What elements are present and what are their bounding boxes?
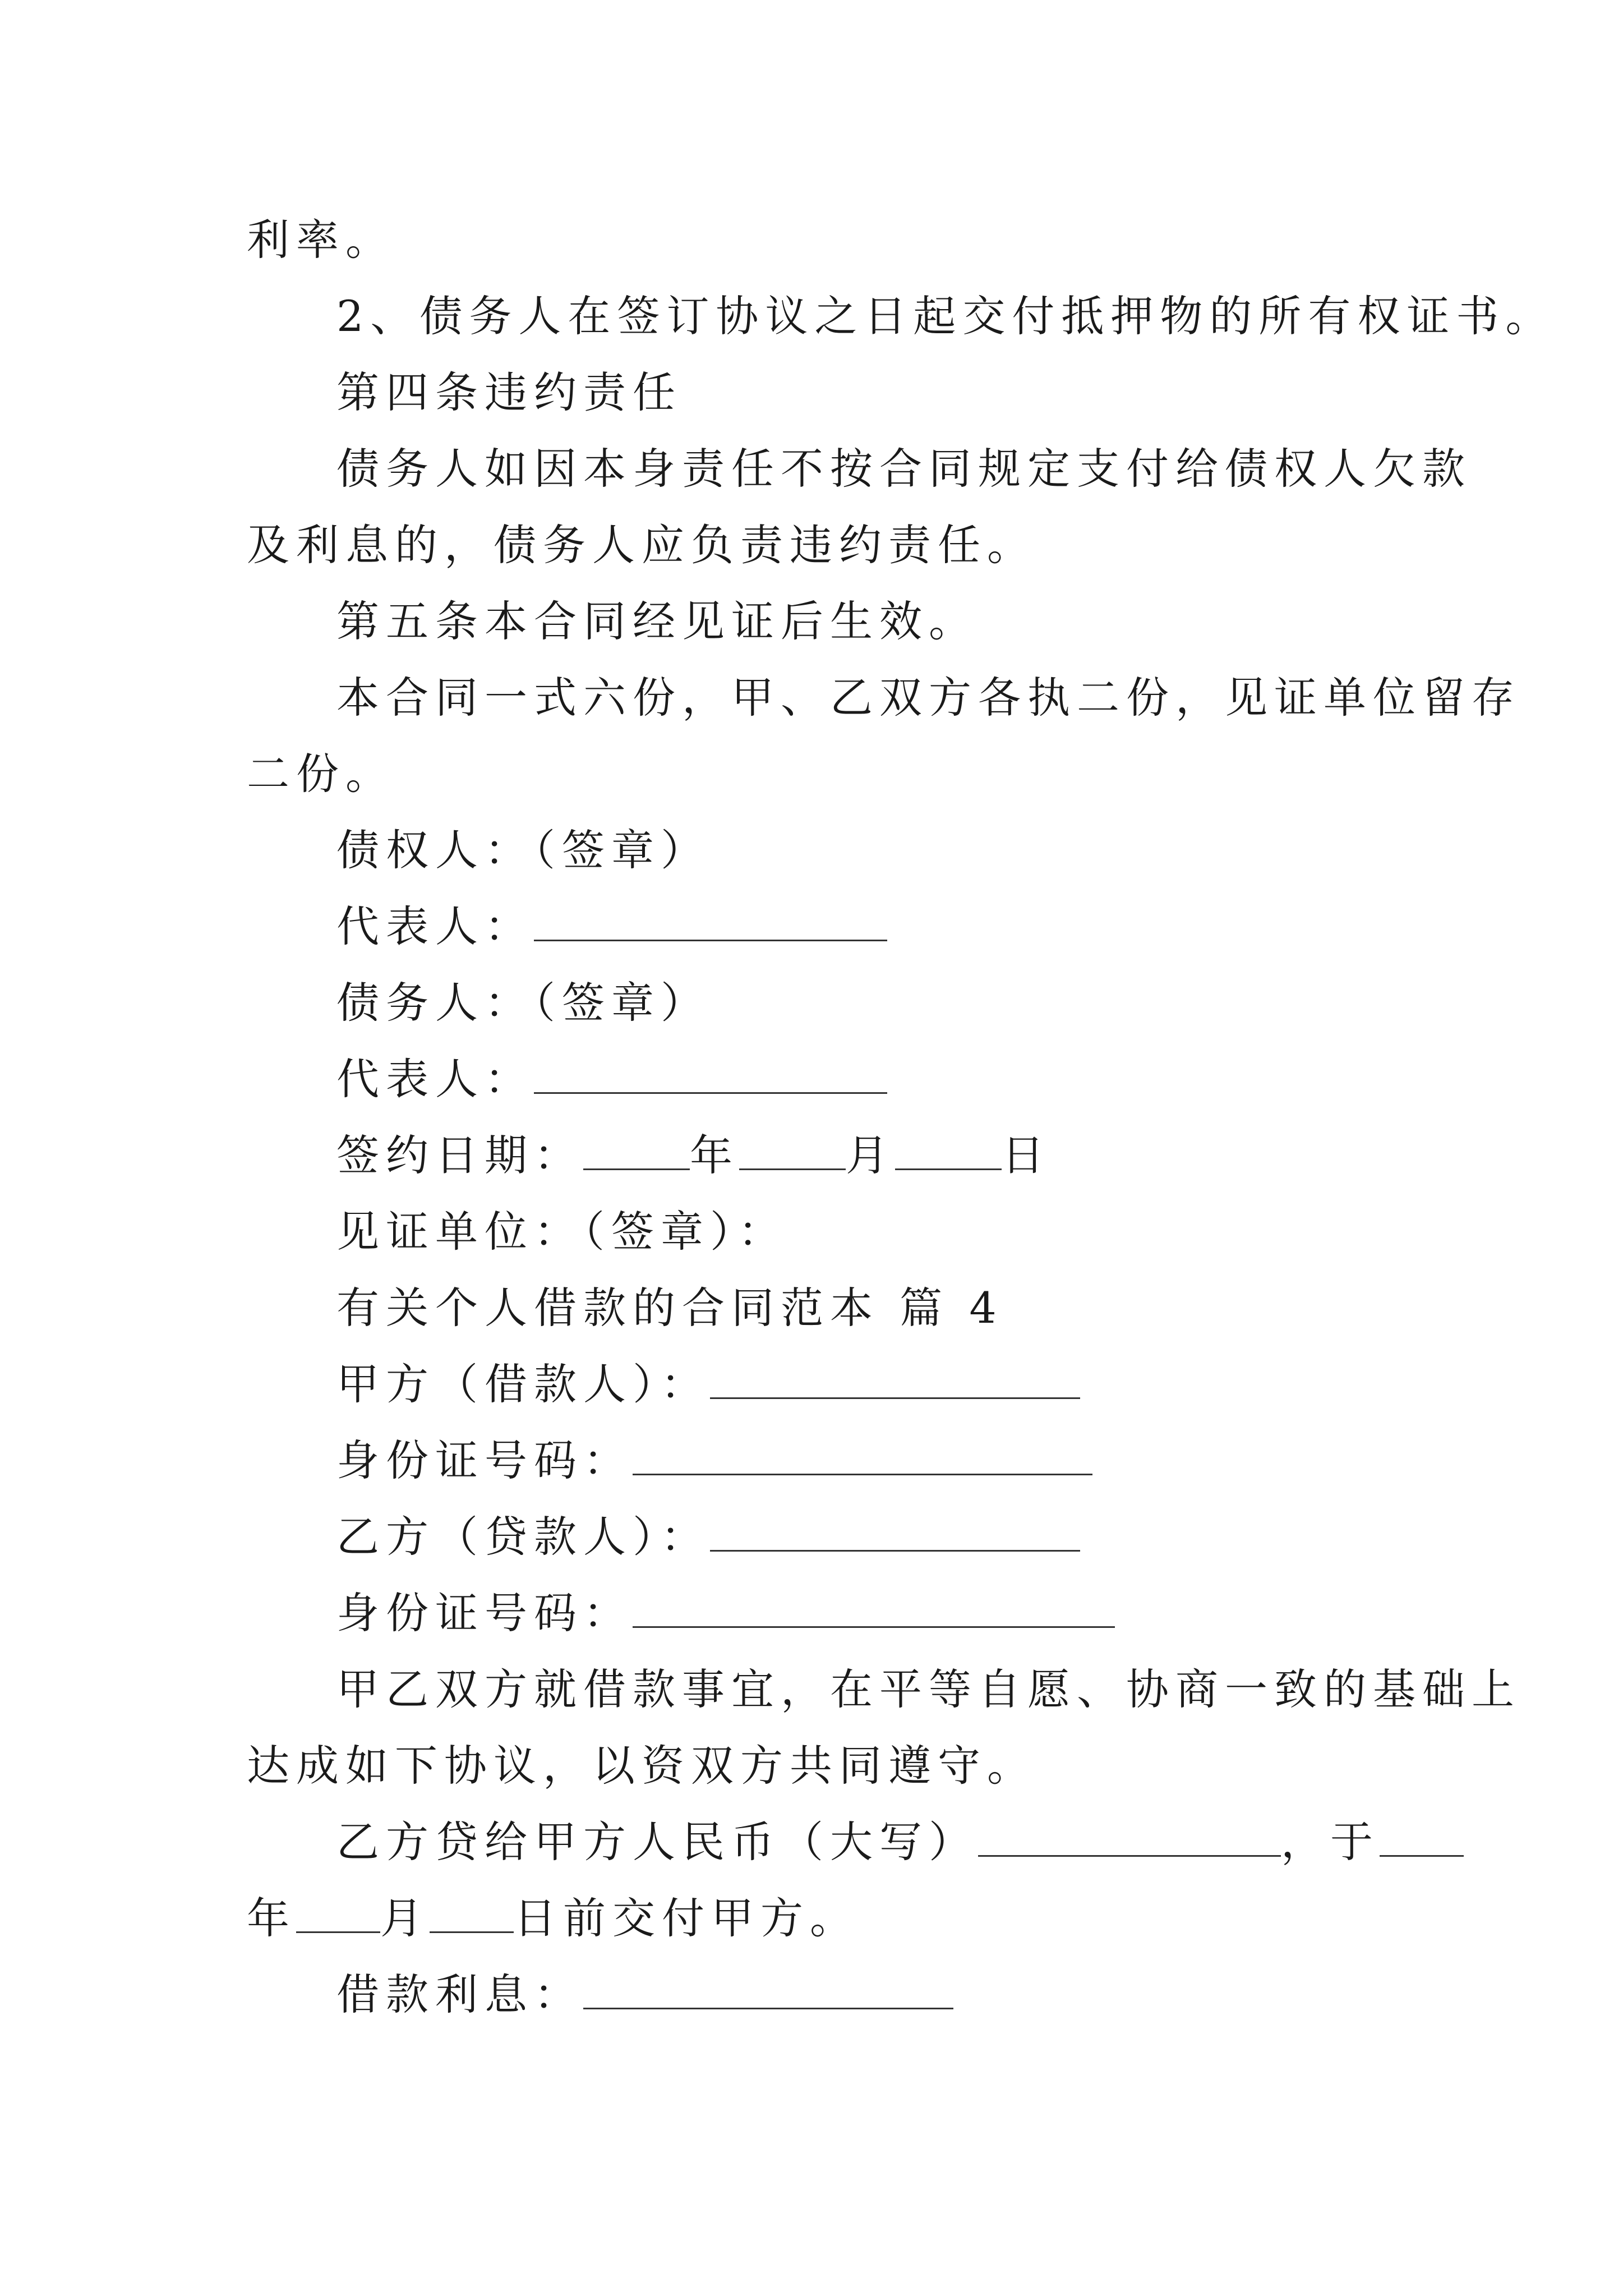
id-number-line: 身份证号码：	[336, 1433, 1092, 1489]
id-number-blank[interactable]	[633, 1439, 1092, 1475]
day-blank[interactable]	[895, 1134, 1002, 1170]
year-blank[interactable]	[583, 1134, 690, 1170]
creditor-representative-line: 代表人：	[336, 899, 887, 955]
representative-blank[interactable]	[534, 1057, 887, 1094]
debtor-representative-line: 代表人：	[336, 1051, 887, 1107]
loan-interest-line: 借款利息：	[336, 1967, 953, 2023]
section-title: 有关个人借款的合同范本 篇 4	[336, 1283, 1003, 1333]
representative-blank[interactable]	[534, 905, 887, 941]
id-number-blank[interactable]	[633, 1591, 1115, 1628]
party-b-line: 乙方（贷款人）：	[336, 1509, 1080, 1565]
section-heading: 第四条违约责任	[336, 367, 682, 417]
party-a-line: 甲方（借款人）：	[336, 1356, 1080, 1412]
text-line: 达成如下协议，以资双方共同遵守。	[247, 1741, 1036, 1791]
month-blank[interactable]	[296, 1897, 380, 1933]
text-line: 二份。	[247, 749, 395, 799]
party-a-blank[interactable]	[710, 1363, 1080, 1399]
interest-blank[interactable]	[583, 1973, 953, 2009]
loan-amount-line: 乙方贷给甲方人民币（大写） ，于	[336, 1814, 1464, 1870]
day-blank[interactable]	[430, 1897, 514, 1933]
text-line: 2、债务人在签订协议之日起交付抵押物的所有权证书。	[336, 291, 1555, 341]
witness-unit-line: 见证单位：（签章）：	[336, 1207, 787, 1257]
month-blank[interactable]	[739, 1134, 846, 1170]
text-line: 利率。	[247, 215, 395, 265]
creditor-signature-line: 债权人：（签章）	[336, 825, 710, 875]
text-line: 债务人如因本身责任不按合同规定支付给债权人欠款	[336, 444, 1472, 494]
section-heading: 第五条本合同经见证后生效。	[336, 596, 978, 646]
loan-date-line: 年 月 日前交付甲方。	[247, 1893, 859, 1943]
text-line: 及利息的，债务人应负责违约责任。	[247, 520, 1036, 570]
amount-blank[interactable]	[978, 1820, 1281, 1857]
party-b-blank[interactable]	[710, 1515, 1080, 1552]
id-number-line: 身份证号码：	[336, 1585, 1115, 1641]
year-blank[interactable]	[1380, 1820, 1464, 1857]
debtor-signature-line: 债务人：（签章）	[336, 978, 710, 1028]
text-line: 甲乙双方就借款事宜，在平等自愿、协商一致的基础上	[336, 1664, 1521, 1714]
signing-date-line: 签约日期： 年 月 日	[336, 1130, 1051, 1180]
text-line: 本合同一式六份，甲、乙双方各执二份，见证单位留存	[336, 673, 1521, 723]
